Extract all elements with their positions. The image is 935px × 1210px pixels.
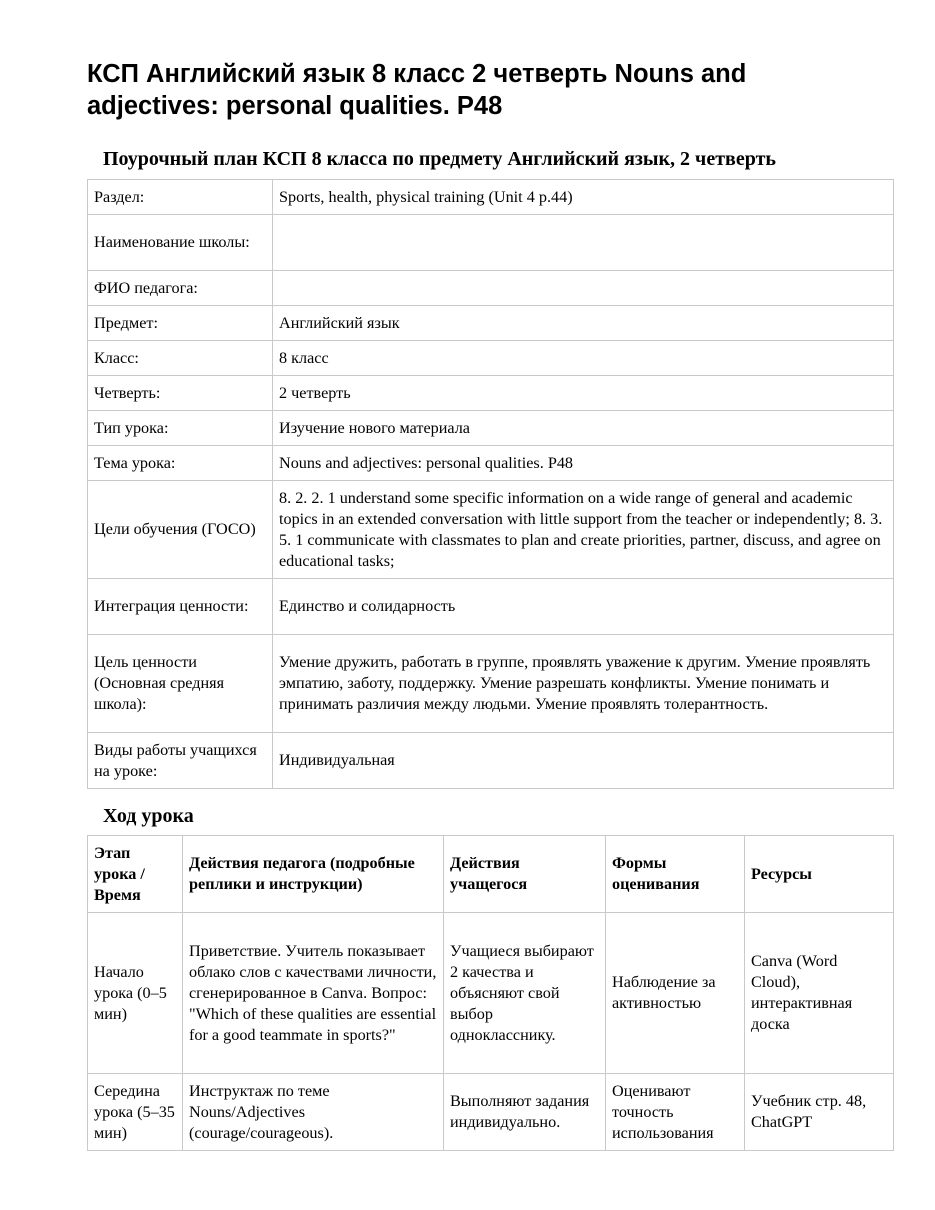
info-value bbox=[273, 271, 894, 306]
column-header-stage: Этап урока / Время bbox=[88, 836, 183, 913]
student-actions-cell: Учащиеся выбирают 2 качества и объясняют свой выбор однокласснику. bbox=[444, 913, 606, 1074]
info-label: Тип урока: bbox=[88, 411, 273, 446]
info-row-lesson-type bbox=[88, 411, 894, 446]
info-label: ФИО педагога: bbox=[88, 271, 273, 306]
stage-cell: Середина урока (5–35 мин) bbox=[88, 1074, 183, 1151]
stage-cell: Начало урока (0–5 мин) bbox=[88, 913, 183, 1074]
info-row-subject bbox=[88, 306, 894, 341]
info-value: Изучение нового материала bbox=[273, 411, 894, 446]
info-label: Тема урока: bbox=[88, 446, 273, 481]
assessment-cell: Оценивают точность использования bbox=[606, 1074, 745, 1151]
resources-cell: Учебник стр. 48, ChatGPT bbox=[745, 1074, 894, 1151]
info-label: Предмет: bbox=[88, 306, 273, 341]
info-value: Nouns and adjectives: personal qualities. P48 bbox=[273, 446, 894, 481]
table-row bbox=[88, 1074, 894, 1151]
column-header-student-actions: Действия учащегося bbox=[444, 836, 606, 913]
info-label: Четверть: bbox=[88, 376, 273, 411]
info-row-quarter bbox=[88, 376, 894, 411]
info-label: Раздел: bbox=[88, 180, 273, 215]
info-row-teacher bbox=[88, 271, 894, 306]
info-label: Интеграция ценности: bbox=[88, 579, 273, 635]
info-row-grade bbox=[88, 341, 894, 376]
info-value: Индивидуальная bbox=[273, 733, 894, 789]
info-label: Виды работы учащихся на уроке: bbox=[88, 733, 273, 789]
info-label: Класс: bbox=[88, 341, 273, 376]
info-value: Умение дружить, работать в группе, проявлять уважение к другим. Умение проявлять эмпатию, заботу, поддержку. Умение разрешать конфликты. Умение понимать и принимать различия между людьми. Умение проявлять толерантность. bbox=[273, 635, 894, 733]
info-row-value-goal bbox=[88, 635, 894, 733]
student-actions-cell: Выполняют задания индивидуально. bbox=[444, 1074, 606, 1151]
lesson-flow-table bbox=[87, 835, 894, 1151]
column-header-resources: Ресурсы bbox=[745, 836, 894, 913]
info-row-value-integration bbox=[88, 579, 894, 635]
lesson-header-row bbox=[88, 836, 894, 913]
teacher-actions-cell: Приветствие. Учитель показывает облако слов с качествами личности, сгенерированное в Canva. Вопрос: "Which of these qualities are essential for a good teammate in sports?" bbox=[183, 913, 444, 1074]
info-label: Цель ценности (Основная средняя школа): bbox=[88, 635, 273, 733]
info-row-work-types bbox=[88, 733, 894, 789]
info-value bbox=[273, 215, 894, 271]
column-header-assessment: Формы оценивания bbox=[606, 836, 745, 913]
plan-heading: Поурочный план КСП 8 класса по предмету Английский язык, 2 четверть bbox=[103, 148, 776, 170]
lesson-info-table bbox=[87, 179, 894, 789]
table-row bbox=[88, 913, 894, 1074]
column-header-teacher-actions: Действия педагога (подробные реплики и инструкции) bbox=[183, 836, 444, 913]
resources-cell: Canva (Word Cloud), интерактивная доска bbox=[745, 913, 894, 1074]
info-row-section bbox=[88, 180, 894, 215]
info-row-learning-goals bbox=[88, 481, 894, 579]
teacher-actions-cell: Инструктаж по теме Nouns/Adjectives (courage/courageous). bbox=[183, 1074, 444, 1151]
info-value: Английский язык bbox=[273, 306, 894, 341]
info-value: Sports, health, physical training (Unit 4 p.44) bbox=[273, 180, 894, 215]
info-label: Цели обучения (ГОСО) bbox=[88, 481, 273, 579]
info-row-school bbox=[88, 215, 894, 271]
document-title: КСП Английский язык 8 класс 2 четверть Nouns and adjectives: personal qualities. P48 bbox=[87, 60, 747, 120]
info-value: 2 четверть bbox=[273, 376, 894, 411]
info-row-topic bbox=[88, 446, 894, 481]
info-value: 8 класс bbox=[273, 341, 894, 376]
info-label: Наименование школы: bbox=[88, 215, 273, 271]
info-value: 8. 2. 2. 1 understand some specific information on a wide range of general and academic topics in an extended conversation with little support from the teacher or independently; 8. 3. 5. 1 communicate with classmates to plan and create priorities, partner, discuss, and agree on educational tasks; bbox=[273, 481, 894, 579]
lesson-heading: Ход урока bbox=[103, 805, 194, 827]
assessment-cell: Наблюдение за активностью bbox=[606, 913, 745, 1074]
info-value: Единство и солидарность bbox=[273, 579, 894, 635]
